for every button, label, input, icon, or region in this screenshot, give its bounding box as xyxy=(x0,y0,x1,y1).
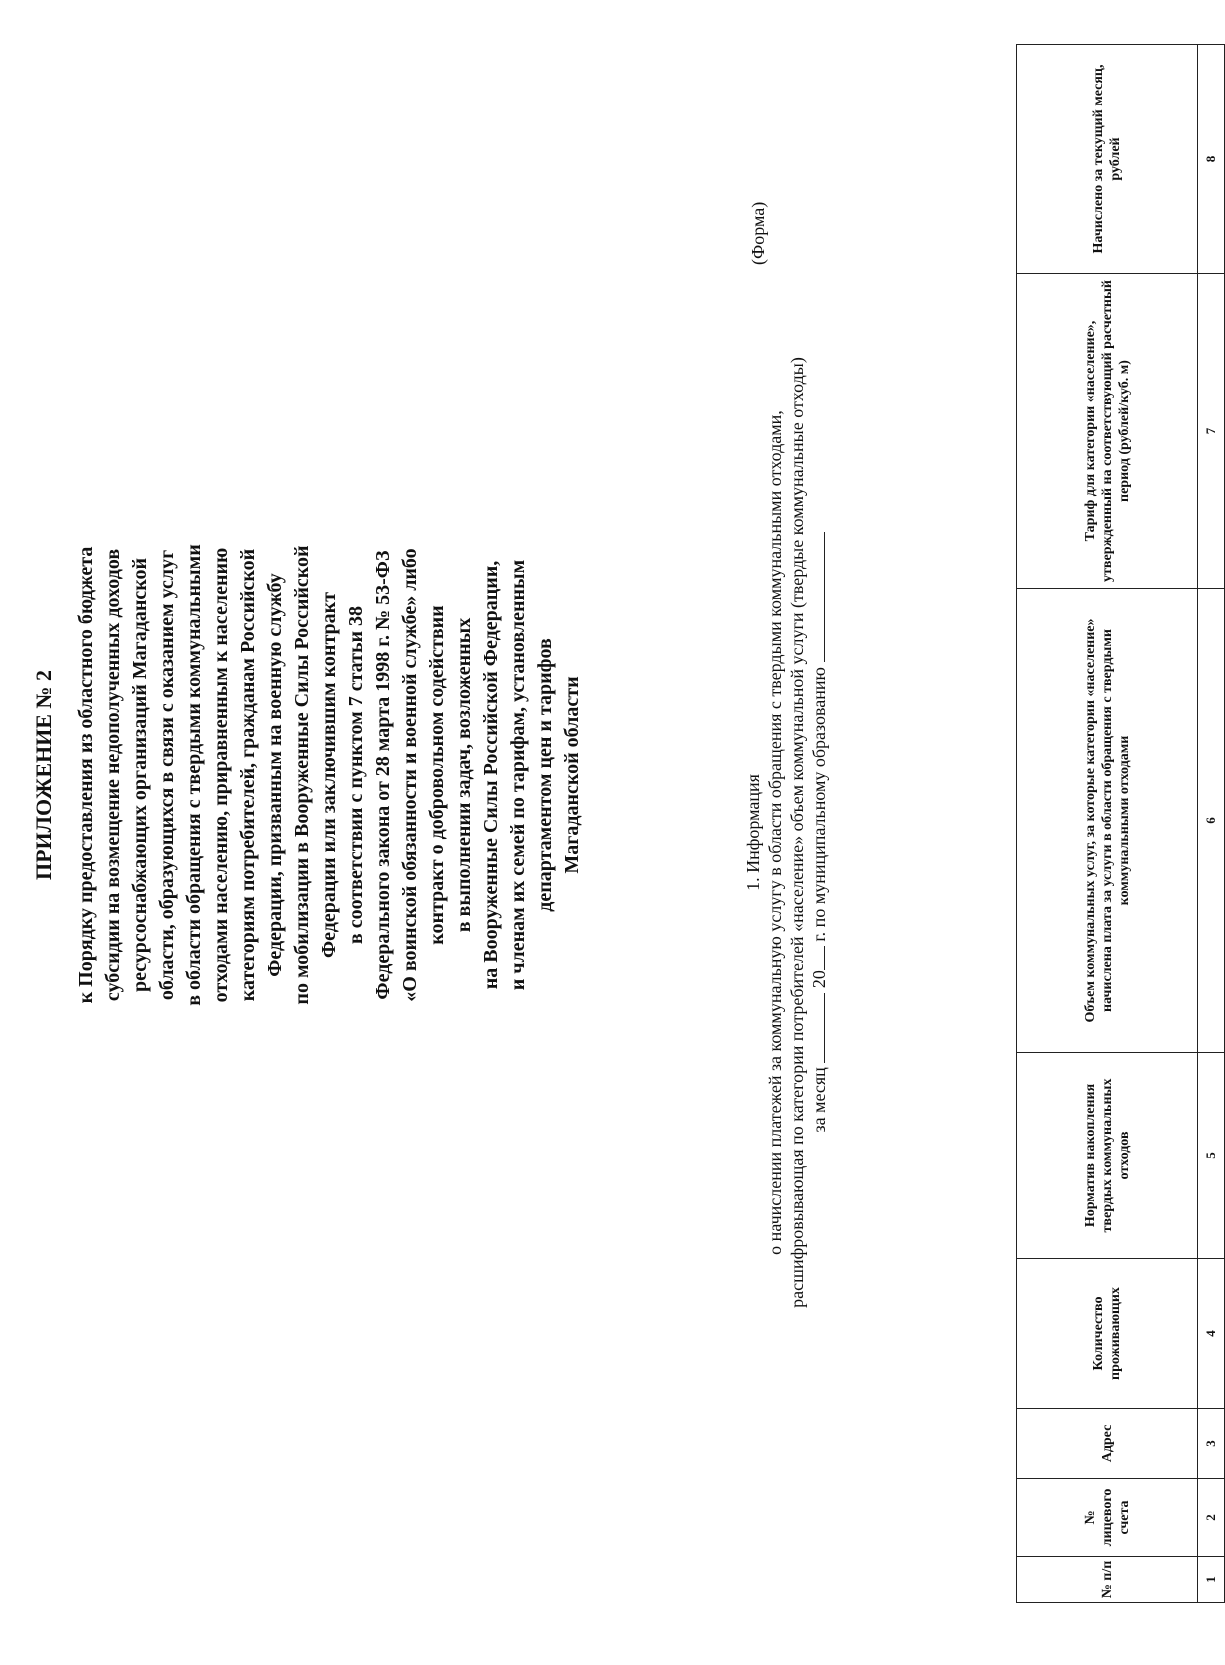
month-blank[interactable] xyxy=(808,993,825,1063)
column-number: 8 xyxy=(1198,45,1225,274)
column-header: Тариф для категории «население», утвержденный на соответствующий расчетный период (рублей/куб. м) xyxy=(1017,274,1198,589)
header-line: на Вооруженные Силы Российской Федерации, xyxy=(480,560,502,990)
column-number: 3 xyxy=(1198,1409,1225,1479)
info-line: о начислении платежей за коммунальную услугу в области обращения с твердыми коммунальными отходами, xyxy=(765,410,785,1255)
header-line: в соответствии с пунктом 7 статьи 38 xyxy=(345,605,367,945)
column-number: 1 xyxy=(1198,1557,1225,1603)
header-line: в выполнении задач, возложенных xyxy=(453,617,475,933)
table-number-row xyxy=(1198,45,1225,1603)
column-header: Адрес xyxy=(1017,1409,1198,1479)
column-header: № п/п xyxy=(1017,1557,1198,1603)
header-line: Федерации или заключившим контракт xyxy=(318,592,340,959)
header-line: Федерации, призванным на военную службу xyxy=(264,573,286,977)
header-line: контракт о добровольном содействии xyxy=(426,605,448,945)
form-label: (Форма) xyxy=(748,201,768,265)
header-line: и членам их семей по тарифам, установленным xyxy=(507,559,529,991)
info-period-line xyxy=(808,20,830,1645)
accrual-table xyxy=(1016,44,1225,1603)
header-line: к Порядку предоставления из областного бюджета xyxy=(75,546,97,1004)
rotated-page xyxy=(20,20,1218,1645)
header-line: Федерального закона от 28 марта 1998 г. № 53-ФЗ xyxy=(372,550,394,1000)
appendix-header xyxy=(30,425,586,1125)
column-header: № лицевого счета xyxy=(1017,1479,1198,1557)
column-number: 2 xyxy=(1198,1479,1225,1557)
column-header: Объем коммунальных услуг, за которые категории «население» начислена плата за услуги в области обращения с твердыми коммунальными отходами xyxy=(1017,589,1198,1053)
table-header-row xyxy=(1017,45,1198,1603)
header-line: департаментом цен и тарифов xyxy=(534,638,556,912)
column-number: 4 xyxy=(1198,1259,1225,1409)
header-line: по мобилизации в Вооруженные Силы Российской xyxy=(291,545,313,1005)
year-blank[interactable] xyxy=(808,946,825,970)
column-number: 7 xyxy=(1198,274,1225,589)
column-number: 6 xyxy=(1198,589,1225,1053)
info-period-label: за месяц xyxy=(809,1067,829,1133)
column-header: Количество проживающих xyxy=(1017,1259,1198,1409)
column-number: 5 xyxy=(1198,1053,1225,1259)
municipality-blank[interactable] xyxy=(808,532,825,662)
info-line: расшифровывающая по категории потребителей «население» объем коммунальной услуги (твердые коммунальные отходы) xyxy=(787,357,807,1308)
appendix-title: ПРИЛОЖЕНИЕ № 2 xyxy=(31,669,56,881)
info-year-prefix: 20 xyxy=(809,970,829,989)
info-block xyxy=(742,20,830,1645)
header-line: области, образующихся в связи с оказанием услуг xyxy=(156,549,178,1001)
header-line: «О воинской обязанности и военной службе» либо xyxy=(399,548,421,1002)
info-municipality-label: г. по муниципальному образованию xyxy=(809,666,829,942)
header-line: категориям потребителей, гражданам Российской xyxy=(237,548,259,1002)
header-line: субсидии на возмещение недополученных доходов xyxy=(102,548,124,1002)
header-line: в области обращения с твердыми коммунальными xyxy=(183,544,205,1006)
appendix-description xyxy=(73,425,586,1125)
header-line: Магаданской области xyxy=(561,676,583,874)
header-line: отходами населению, приравненным к населению xyxy=(210,547,232,1003)
column-header: Начислено за текущий месяц, рублей xyxy=(1017,45,1198,274)
info-title: 1. Информация xyxy=(743,774,763,891)
header-line: ресурсоснабжающих организаций Магаданской xyxy=(129,557,151,993)
column-header: Норматив накопления твердых коммунальных отходов xyxy=(1017,1053,1198,1259)
